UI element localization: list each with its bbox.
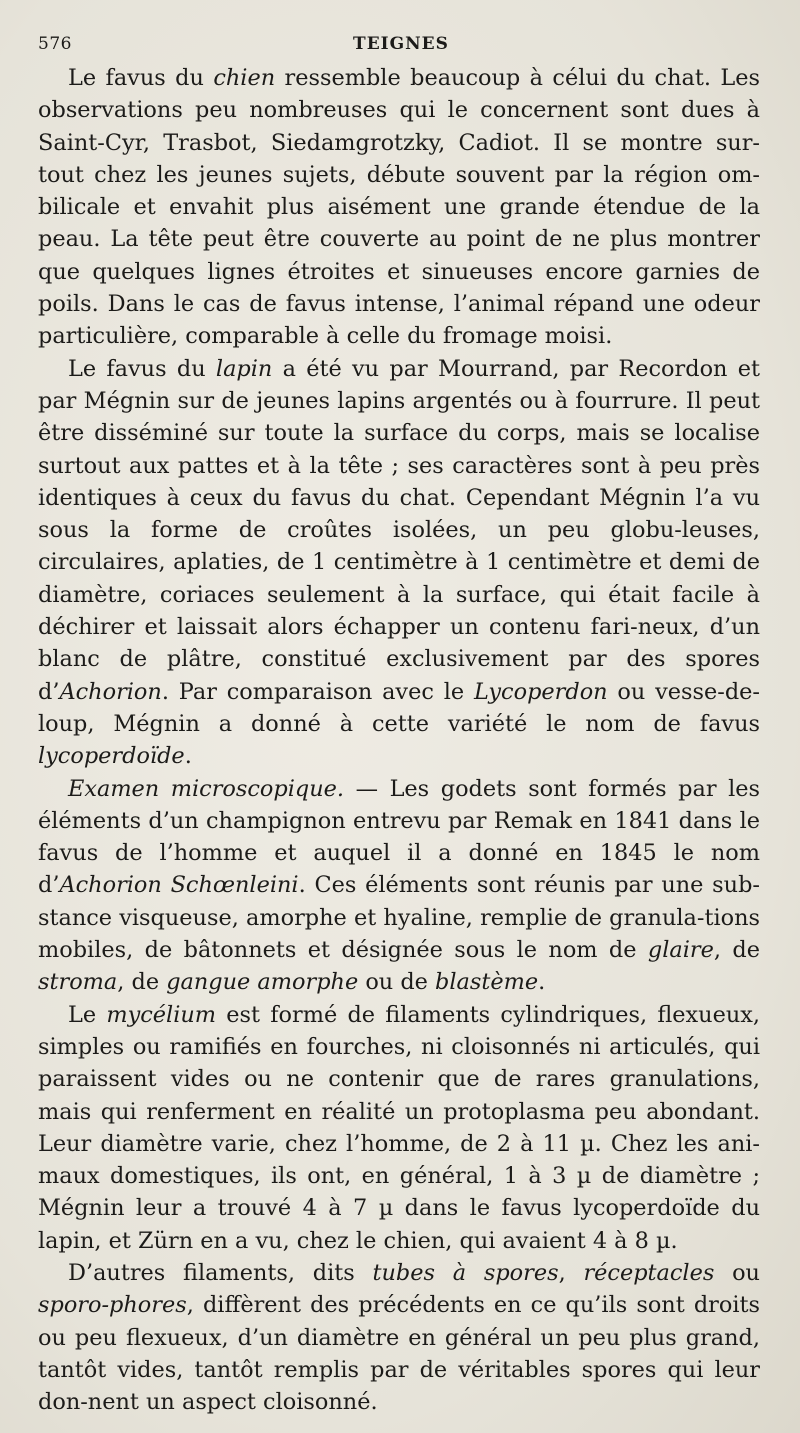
italic-run: gangue amorphe: [166, 969, 359, 996]
text-run: , de: [713, 937, 760, 964]
text-run: a été vu par Mourrand, par Recordon et par Mégnin sur de jeunes lapins argentés ou à fourrure. Il peut être disséminé sur toute la surface du corps, mais se localise surtout aux pattes et à la tête ; ses caractères sont à peu près identiques à ceux du favus du chat. Cependant Mégnin l’a vu sous la forme de croûtes isolées, un peu globu-leuses, circulaires, aplaties, de 1 centimètre à 1 centimètre et demi de diamètre, coriaces seulement à la surface, qui était facile à déchirer et laissait alors échapper un contenu fari-neux, d’un blanc de plâtre, constitué exclusivement par des spores d’: [38, 355, 761, 705]
italic-run: lycoperdoïde: [38, 743, 185, 770]
italic-run: mycélium: [106, 1001, 217, 1028]
page-header: [38, 34, 760, 54]
text-run: est formé de filaments cylindriques, flexueux, simples ou ramifiés en fourches, ni cloisonnés ni articulés, qui paraissent vides ou ne contenir que de rares granulations, mais qui renferment en réalité un protoplasma peu abondant. Leur diamètre varie, chez l’homme, de 2 à 11 µ. Chez les ani-maux domestiques, ils ont, en général, 1 à 3 µ de diamètre ; Mégnin leur a trouvé 4 à 7 µ dans le favus lycoperdoïde du lapin, et Zürn en a vu, chez le chien, qui avaient 4 à 8 µ.: [38, 1001, 760, 1254]
italic-run: lapin: [215, 355, 273, 382]
text-run: Le favus du: [68, 355, 216, 382]
text-run: . Par comparaison avec le: [161, 678, 474, 705]
italic-run: blastème: [435, 969, 539, 996]
italic-run: Achorion Schœnleini: [59, 872, 299, 899]
paragraph: [38, 773, 760, 999]
italic-run: sporo-phores: [38, 1292, 187, 1319]
text-run: ou vesse-de-loup, Mégnin a donné à cette variété le nom de favus: [38, 678, 761, 737]
paragraph: [38, 1257, 760, 1418]
page-number: 576: [38, 34, 72, 54]
paragraph: [38, 999, 760, 1257]
paragraph: [38, 353, 760, 773]
running-title: TEIGNES: [353, 34, 449, 54]
text-run: Le favus du: [68, 65, 214, 91]
text-run: ,: [558, 1259, 584, 1286]
page-body: [38, 62, 760, 1418]
text-run: .: [538, 969, 546, 996]
text-run: , diffèrent des précédents en ce qu’ils sont droits ou peu flexueux, d’un diamètre en général un peu plus grand, tantôt vides, tantôt remplis par de véritables spores qui leur don-nent un aspect cloisonné.: [38, 1292, 760, 1416]
italic-run: Achorion: [59, 678, 162, 705]
italic-run: réceptacles: [583, 1259, 715, 1286]
text-run: ou: [714, 1259, 760, 1286]
italic-run: Lycoperdon: [473, 678, 608, 705]
text-run: ou de: [358, 969, 436, 996]
text-run: Le: [68, 1001, 107, 1028]
italic-run: chien: [213, 65, 276, 91]
paragraph: [38, 62, 760, 353]
italic-run: tubes à spores: [372, 1259, 559, 1286]
text-run: ressemble beaucoup à célui du chat. Les observations peu nombreuses qui le concernent sont dues à Saint-Cyr, Trasbot, Siedamgrotzky, Cadiot. Il se montre sur-tout chez les jeunes sujets, débute souvent par la région om-bilicale et envahit plus aisément une grande étendue de la peau. La tête peut être couverte au point de ne plus montrer que quelques lignes étroites et sinueuses encore garnies de poils. Dans le cas de favus intense, l’animal répand une odeur particulière, comparable à celle du fromage moisi.: [38, 65, 760, 350]
text-run: , de: [117, 969, 167, 996]
text-run: .: [184, 743, 192, 770]
italic-run: Examen microscopique.: [68, 775, 345, 802]
italic-run: glaire: [647, 937, 714, 964]
text-run: — Les godets sont formés par les éléments d’un champignon entrevu par Remak en 1841 dans le favus de l’homme et auquel il a donné en 1845 le nom d’: [38, 775, 761, 899]
italic-run: stroma: [38, 969, 118, 996]
text-run: . Ces éléments sont réunis par une sub-stance visqueuse, amorphe et hyaline, remplie de granula-tions mobiles, de bâtonnets et désignée sous le nom de: [38, 872, 760, 964]
text-run: D’autres filaments, dits: [68, 1259, 373, 1286]
